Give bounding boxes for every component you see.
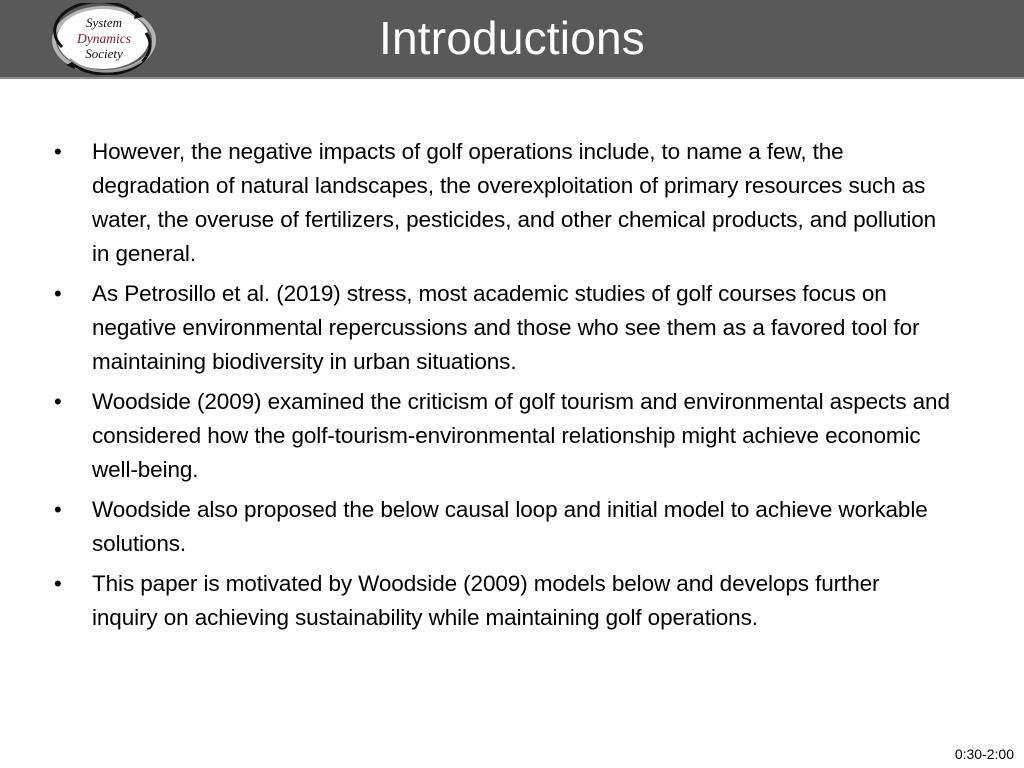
svg-text:Dynamics: Dynamics — [77, 31, 131, 46]
svg-text:System: System — [85, 15, 123, 30]
bullet-icon: • — [54, 281, 62, 306]
bullet-icon: • — [54, 139, 62, 164]
bullet-icon: • — [54, 389, 62, 414]
slide-title: Introductions — [379, 12, 645, 64]
bullet-icon: • — [54, 497, 62, 522]
slide-body — [50, 135, 950, 641]
bullet-item — [50, 493, 950, 561]
bullet-icon: • — [54, 571, 62, 596]
bullet-text: Woodside (2009) examined the criticism of golf tourism and environmental aspects and considered how the golf-tourism-environmental relationship might achieve economic well-being. — [92, 389, 950, 482]
bullet-text: However, the negative impacts of golf operations include, to name a few, the degradation of natural landscapes, the overexploitation of primary resources such as water, the overuse of fertilizers, pesticides, and other chemical products, and pollution in general. — [92, 139, 937, 266]
timing-note: 0:30-2:00 — [954, 746, 1014, 762]
bullet-text: This paper is motivated by Woodside (2009) models below and develops further inquiry on achieving sustainability while maintaining golf operations. — [92, 571, 880, 630]
bullet-item — [50, 277, 950, 379]
bullet-item — [50, 567, 950, 635]
bullet-text: As Petrosillo et al. (2019) stress, most academic studies of golf courses focus on negative environmental repercussions and those who see them as a favored tool for maintaining biodiversity in urban situations. — [92, 281, 920, 374]
title-bar — [0, 0, 1024, 79]
svg-text:Society: Society — [85, 46, 123, 61]
bullet-text: Woodside also proposed the below causal loop and initial model to achieve workable solutions. — [92, 497, 928, 556]
bullet-item — [50, 385, 950, 487]
bullet-list — [50, 135, 950, 635]
bullet-item — [50, 135, 950, 271]
